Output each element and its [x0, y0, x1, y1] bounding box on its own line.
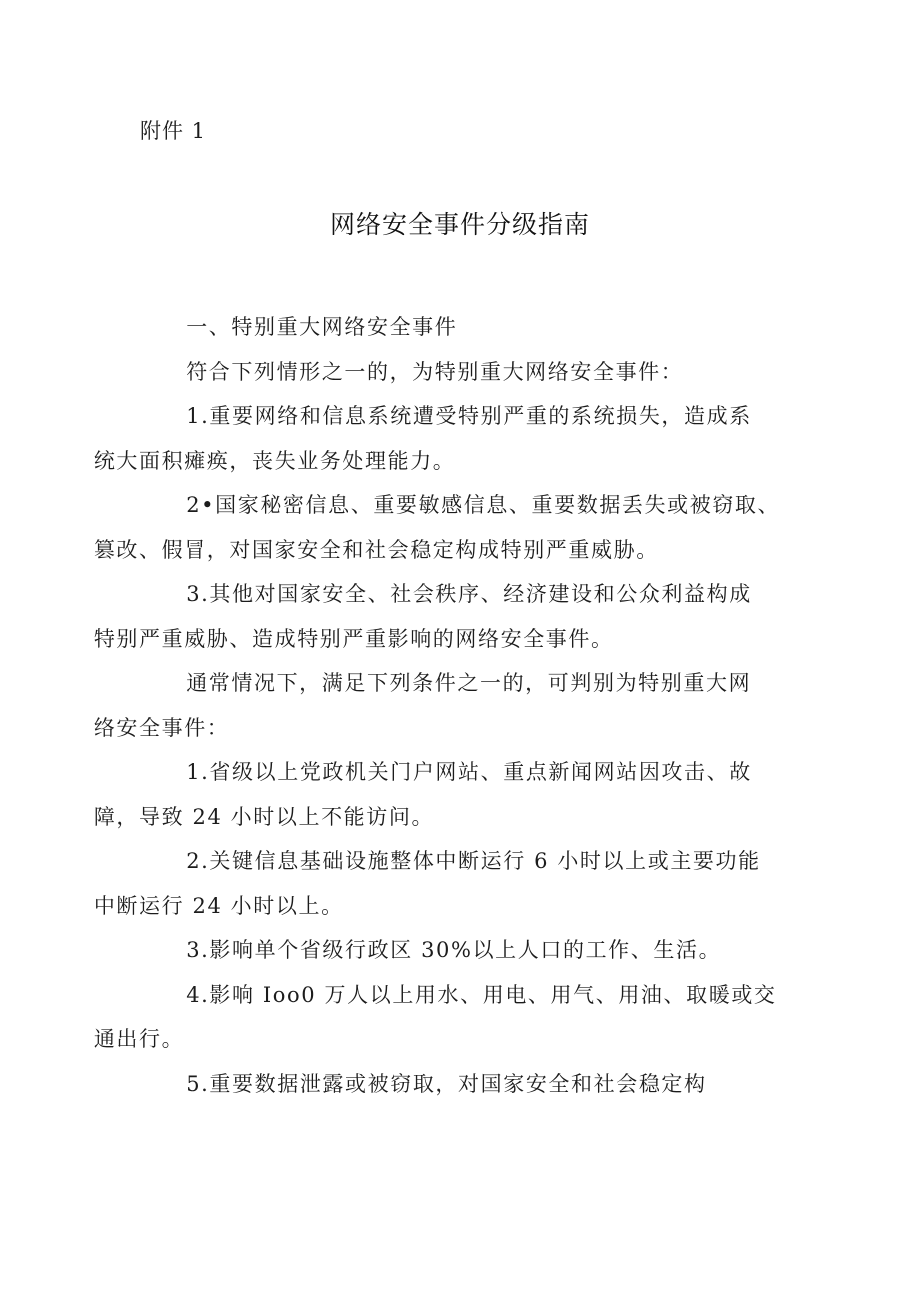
text-line: 3.影响单个省级行政区 30%以上人口的工作、生活。: [186, 938, 722, 962]
paragraph: [140, 350, 790, 395]
text-line: 通常情况下，满足下列条件之一的，可判别为特别重大网: [186, 671, 752, 695]
paragraph: [93, 572, 790, 661]
text-line: 障，导致 24 小时以上不能访问。: [93, 804, 435, 829]
paragraph: [93, 661, 790, 750]
text-line: 篡改、假冒，对国家安全和社会稳定构成特别严重威胁。: [93, 537, 659, 562]
text-line: 符合下列情形之一的，为特别重大网络安全事件：: [186, 359, 684, 384]
paragraph: [140, 928, 790, 973]
text-line: 5.重要数据泄露或被窃取，对国家安全和社会稳定构: [186, 1071, 707, 1096]
text-line: 3.其他对国家安全、社会秩序、经济建设和公众利益构成: [186, 582, 752, 606]
paragraph: [93, 973, 790, 1062]
text-line: 通出行。: [93, 1027, 185, 1051]
paragraph: [93, 483, 790, 572]
document-title: 网络安全事件分级指南: [329, 210, 590, 239]
text-line: 1.重要网络和信息系统遭受特别严重的系统损失，造成系: [186, 404, 752, 428]
text-line: 2•国家秘密信息、重要敏感信息、重要数据丢失或被窃取、: [186, 493, 781, 517]
text-line: 4.影响 Ioo0 万人以上用水、用电、用气、用油、取暖或交: [186, 982, 777, 1007]
attachment-label: 附件 1: [140, 119, 207, 143]
text-line: 特别严重威胁、造成特别严重影响的网络安全事件。: [93, 626, 614, 651]
document-body: [93, 305, 790, 1106]
paragraph: [93, 750, 790, 839]
paragraph: [93, 394, 790, 483]
text-line: 中断运行 24 小时以上。: [93, 893, 344, 918]
text-line: 一、特别重大网络安全事件: [186, 315, 458, 339]
paragraph: [140, 1062, 790, 1107]
text-line: 1.省级以上党政机关门户网站、重点新闻网站因攻击、故: [186, 760, 752, 784]
section-heading: [140, 305, 790, 350]
paragraph: [93, 839, 790, 928]
text-line: 2.关键信息基础设施整体中断运行 6 小时以上或主要功能: [186, 849, 761, 873]
text-line: 统大面积瘫痪，丧失业务处理能力。: [93, 448, 456, 473]
text-line: 络安全事件：: [93, 715, 230, 740]
